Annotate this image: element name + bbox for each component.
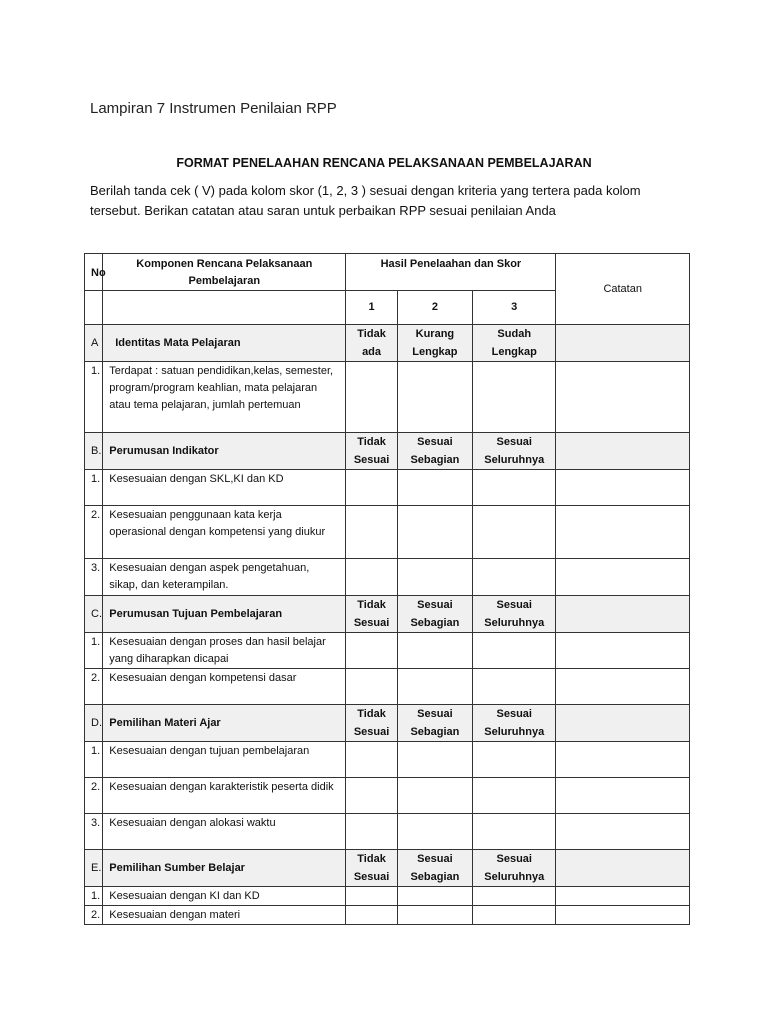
section-label-3: Sesuai Seluruhnya (473, 433, 556, 470)
catatan-cell (556, 596, 690, 633)
table-row (85, 887, 690, 906)
catatan-cell (556, 705, 690, 742)
score-cell-2[interactable] (397, 742, 472, 778)
catatan-cell[interactable] (556, 906, 690, 925)
catatan-cell[interactable] (556, 506, 690, 559)
catatan-cell (556, 850, 690, 887)
section-code: E. (85, 850, 103, 887)
table-row (85, 778, 690, 814)
score-cell-2[interactable] (397, 887, 472, 906)
score-cell-2[interactable] (397, 362, 472, 433)
score-cell-1[interactable] (346, 506, 397, 559)
table-row (85, 633, 690, 669)
section-row-d (85, 705, 690, 742)
section-name: Perumusan Indikator (103, 433, 346, 470)
score-cell-1[interactable] (346, 559, 397, 596)
score-cell-3[interactable] (473, 362, 556, 433)
score-3-header: 3 (473, 291, 556, 325)
catatan-cell (556, 325, 690, 362)
item-no: 1. (85, 742, 103, 778)
table-row (85, 669, 690, 705)
section-label-1: Tidak Sesuai (346, 850, 397, 887)
section-name: Pemilihan Sumber Belajar (103, 850, 346, 887)
item-text: Kesesuaian dengan SKL,KI dan KD (103, 470, 346, 506)
table-row (85, 814, 690, 850)
section-label-3: Sesuai Seluruhnya (473, 850, 556, 887)
catatan-cell[interactable] (556, 887, 690, 906)
catatan-cell[interactable] (556, 470, 690, 506)
score-cell-2[interactable] (397, 669, 472, 705)
score-cell-3[interactable] (473, 778, 556, 814)
score-cell-2[interactable] (397, 470, 472, 506)
item-no: 2. (85, 669, 103, 705)
item-text: Kesesuaian dengan materi (103, 906, 346, 925)
score-cell-2[interactable] (397, 506, 472, 559)
score-cell-2[interactable] (397, 906, 472, 925)
item-no: 1. (85, 633, 103, 669)
section-code: C. (85, 596, 103, 633)
section-name: Identitas Mata Pelajaran (103, 325, 346, 362)
section-label-1: Tidak Sesuai (346, 596, 397, 633)
score-cell-1[interactable] (346, 814, 397, 850)
item-text: Terdapat : satuan pendidikan,kelas, semester, program/program keahlian, mata pelajaran atau tema pelajaran, jumlah pertemuan (103, 362, 346, 433)
score-1-header: 1 (346, 291, 397, 325)
table-row (85, 362, 690, 433)
section-label-2: Sesuai Sebagian (397, 850, 472, 887)
item-text: Kesesuaian dengan kompetensi dasar (103, 669, 346, 705)
item-no: 2. (85, 506, 103, 559)
item-text: Kesesuaian dengan KI dan KD (103, 887, 346, 906)
score-cell-1[interactable] (346, 887, 397, 906)
header-hasil: Hasil Penelaahan dan Skor (346, 254, 556, 291)
score-cell-3[interactable] (473, 742, 556, 778)
score-cell-3[interactable] (473, 887, 556, 906)
score-cell-3[interactable] (473, 559, 556, 596)
item-no: 1. (85, 887, 103, 906)
item-no: 2. (85, 778, 103, 814)
catatan-cell[interactable] (556, 778, 690, 814)
table-row (85, 906, 690, 925)
table-row (85, 559, 690, 596)
score-cell-1[interactable] (346, 633, 397, 669)
item-text: Kesesuaian dengan alokasi waktu (103, 814, 346, 850)
section-label-2: Kurang Lengkap (397, 325, 472, 362)
item-no: 1. (85, 470, 103, 506)
section-label-3: Sesuai Seluruhnya (473, 705, 556, 742)
score-cell-3[interactable] (473, 814, 556, 850)
instruction-text: Berilah tanda cek ( V) pada kolom skor (1, 2, 3 ) sesuai dengan kriteria yang tertera pada kolom tersebut. Berikan catatan atau saran untuk perbaikan RPP sesuai penilaian Anda (90, 183, 641, 218)
section-label-2: Sesuai Sebagian (397, 596, 472, 633)
catatan-cell[interactable] (556, 742, 690, 778)
catatan-cell[interactable] (556, 362, 690, 433)
score-cell-2[interactable] (397, 814, 472, 850)
item-text: Kesesuaian penggunaan kata kerja operasional dengan kompetensi yang diukur (103, 506, 346, 559)
section-label-1: Tidak Sesuai (346, 705, 397, 742)
score-cell-1[interactable] (346, 742, 397, 778)
section-row-a (85, 325, 690, 362)
table-row (85, 742, 690, 778)
catatan-cell (556, 433, 690, 470)
section-code: B. (85, 433, 103, 470)
score-cell-1[interactable] (346, 669, 397, 705)
item-no: 1. (85, 362, 103, 433)
item-text: Kesesuaian dengan karakteristik peserta didik (103, 778, 346, 814)
header-komponen: Komponen Rencana Pelaksanaan Pembelajaran (103, 254, 346, 291)
section-code: A (85, 325, 103, 362)
section-label-3: Sudah Lengkap (473, 325, 556, 362)
score-cell-1[interactable] (346, 362, 397, 433)
score-cell-1[interactable] (346, 778, 397, 814)
catatan-cell[interactable] (556, 669, 690, 705)
header-catatan: Catatan (556, 254, 690, 325)
score-cell-2[interactable] (397, 559, 472, 596)
assessment-table (84, 253, 690, 925)
section-name: Perumusan Tujuan Pembelajaran (103, 596, 346, 633)
section-row-c (85, 596, 690, 633)
section-label-2: Sesuai Sebagian (397, 705, 472, 742)
table-row (85, 506, 690, 559)
header-no: No (85, 254, 103, 291)
item-no: 3. (85, 814, 103, 850)
section-code: D. (85, 705, 103, 742)
item-no: 2. (85, 906, 103, 925)
score-cell-1[interactable] (346, 470, 397, 506)
item-no: 3. (85, 559, 103, 596)
score-cell-3[interactable] (473, 470, 556, 506)
header-no-empty (85, 291, 103, 325)
format-title: FORMAT PENELAAHAN RENCANA PELAKSANAAN PEMBELAJARAN (176, 156, 592, 170)
header-komponen-empty (103, 291, 346, 325)
score-cell-3[interactable] (473, 506, 556, 559)
section-label-1: Tidak Sesuai (346, 433, 397, 470)
score-cell-2[interactable] (397, 778, 472, 814)
item-text: Kesesuaian dengan proses dan hasil belajar yang diharapkan dicapai (103, 633, 346, 669)
lampiran-title: Lampiran 7 Instrumen Penilaian RPP (90, 100, 337, 117)
score-cell-2[interactable] (397, 633, 472, 669)
item-text: Kesesuaian dengan aspek pengetahuan, sikap, dan keterampilan. (103, 559, 346, 596)
table-header-row (85, 254, 690, 291)
score-cell-3[interactable] (473, 669, 556, 705)
item-text: Kesesuaian dengan tujuan pembelajaran (103, 742, 346, 778)
catatan-cell[interactable] (556, 633, 690, 669)
section-label-3: Sesuai Seluruhnya (473, 596, 556, 633)
catatan-cell[interactable] (556, 814, 690, 850)
score-cell-3[interactable] (473, 633, 556, 669)
table-row (85, 470, 690, 506)
score-cell-1[interactable] (346, 906, 397, 925)
score-cell-3[interactable] (473, 906, 556, 925)
section-name: Pemilihan Materi Ajar (103, 705, 346, 742)
section-label-2: Sesuai Sebagian (397, 433, 472, 470)
section-row-b (85, 433, 690, 470)
catatan-cell[interactable] (556, 559, 690, 596)
section-label-1: Tidak ada (346, 325, 397, 362)
section-row-e (85, 850, 690, 887)
score-2-header: 2 (397, 291, 472, 325)
